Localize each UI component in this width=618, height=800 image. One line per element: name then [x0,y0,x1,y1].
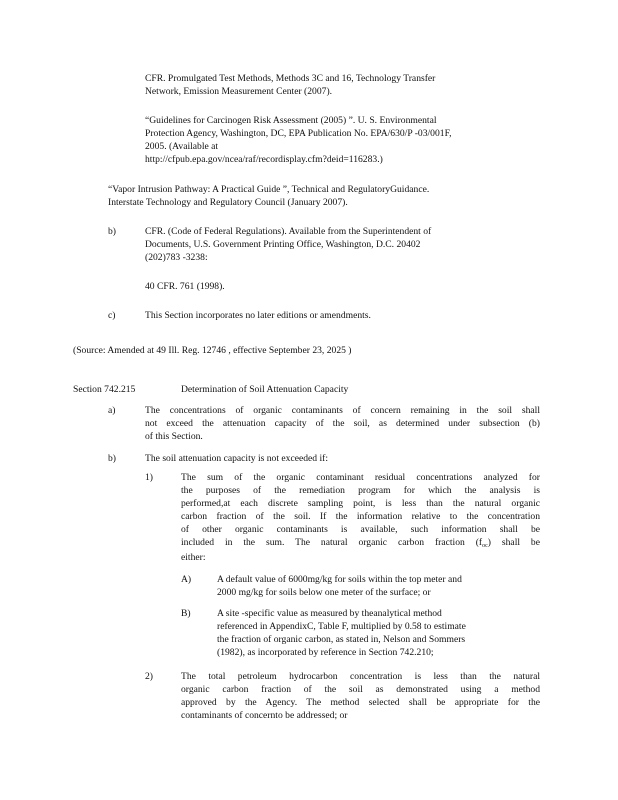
ref-line: “Guidelines for Carcinogen Risk Assessment (2005) ”. U. S. Environmental [145,115,437,126]
ref-item-b [145,226,431,265]
ref-line: 2005. (Available at [145,140,219,152]
subsection-b-label: b) [108,453,116,464]
para-line: A default value of 6000mg/kg for soils within the top meter and [217,574,462,585]
item-2-label: 2) [145,671,153,682]
para-line: The concentrations of organic contaminants of concern remaining in the soil shall [145,405,540,416]
ref-line: Network, Emission Measurement Center (2007). [145,85,333,97]
para-text: included in the sum. The natural organic carbon fraction (f [181,536,483,548]
para-line: the fraction of organic carbon, as stated in, Nelson and Sommers [217,633,466,645]
para-line: organic carbon fraction of the soil as demonstrated using a method [181,683,540,695]
item-B-text [217,608,466,660]
ref-line: Documents, U.S. Government Printing Office, Washington, D.C. 20402 [145,238,421,250]
ref-item-b-label: b) [108,226,116,237]
para-line: The sum of the organic contaminant residual concentrations analyzed for [181,472,540,483]
para-line: carbon fraction of the soil. If the information relative to the concentration [181,510,540,522]
ref-item-c-label: c) [108,310,116,321]
para-line: of other organic contaminants is available, such information shall be [181,523,540,535]
subsection-b-text [145,453,328,466]
para-line: approved by the Agency. The method selected shall be appropriate for the [181,696,540,708]
para-line: The soil attenuation capacity is not exceeded if: [145,453,329,464]
ref-line: “Vapor Intrusion Pathway: A Practical Guide ”, Technical and RegulatoryGuidance. [108,184,430,195]
ref-line: Interstate Technology and Regulatory Council (January 2007). [108,196,348,208]
para-line: A site -specific value as measured by theanalytical method [217,608,442,619]
item-2-text [181,671,540,723]
para-line: either: [181,552,206,564]
para-line: (1982), as incorporated by reference in Section 742.210; [217,646,434,658]
para-line: 2000 mg/kg for soils below one meter of the surface; or [217,586,431,598]
ref-line: http://cfpub.epa.gov/ncea/raf/recordisplay.cfm?deid=116283.) [145,153,383,165]
item-B-label: B) [181,608,191,619]
ref-vapor-intrusion [108,184,429,210]
para-line: of this Section. [145,430,203,442]
ref-line: Protection Agency, Washington, DC, EPA Publication No. EPA/630/P -03/001F, [145,127,452,139]
ref-guidelines [145,115,452,167]
para-text: ) shall be [487,536,540,548]
ref-line: CFR. (Code of Federal Regulations). Available from the Superintendent of [145,226,432,237]
section-title: Determination of Soil Attenuation Capacity [181,384,349,395]
subsection-a-text [145,405,540,444]
subsection-a-label: a) [108,405,116,416]
ref-line: This Section incorporates no later editions or amendments. [145,310,371,321]
item-A-label: A) [181,574,192,585]
subscript-oc: oc [482,542,488,549]
item-A-text [217,574,462,600]
ref-line: CFR. Promulgated Test Methods, Methods 3C and 16, Technology Transfer [145,73,436,84]
para-line-with-subscript [181,537,540,553]
para-line: contaminants of concernto be addressed; or [181,709,348,721]
para-line: performed,at each discrete sampling point, is less than the natural organic [181,497,540,509]
ref-item-c [145,310,371,323]
para-line: The total petroleum hydrocarbon concentration is less than the natural [181,671,540,682]
source-note [73,345,352,358]
item-1-text [181,472,540,565]
para-line: the purposes of the remediation program for which the analysis is [181,484,540,496]
source-note-text: (Source: Amended at 49 Ill. Reg. 12746 , effective September 23, 2025 ) [73,345,352,356]
para-line: referenced in AppendixC, Table F, multiplied by 0.58 to estimate [217,620,466,632]
ref-cfr-methods [145,73,435,99]
ref-line: 40 CFR. 761 (1998). [145,281,225,292]
para-line: not exceed the attenuation capacity of the soil, as determined under subsection (b) [145,417,540,429]
ref-cfr-761 [145,281,225,294]
ref-line: (202)783 -3238: [145,251,208,263]
section-number: Section 742.215 [73,384,136,395]
item-1-label: 1) [145,472,153,483]
